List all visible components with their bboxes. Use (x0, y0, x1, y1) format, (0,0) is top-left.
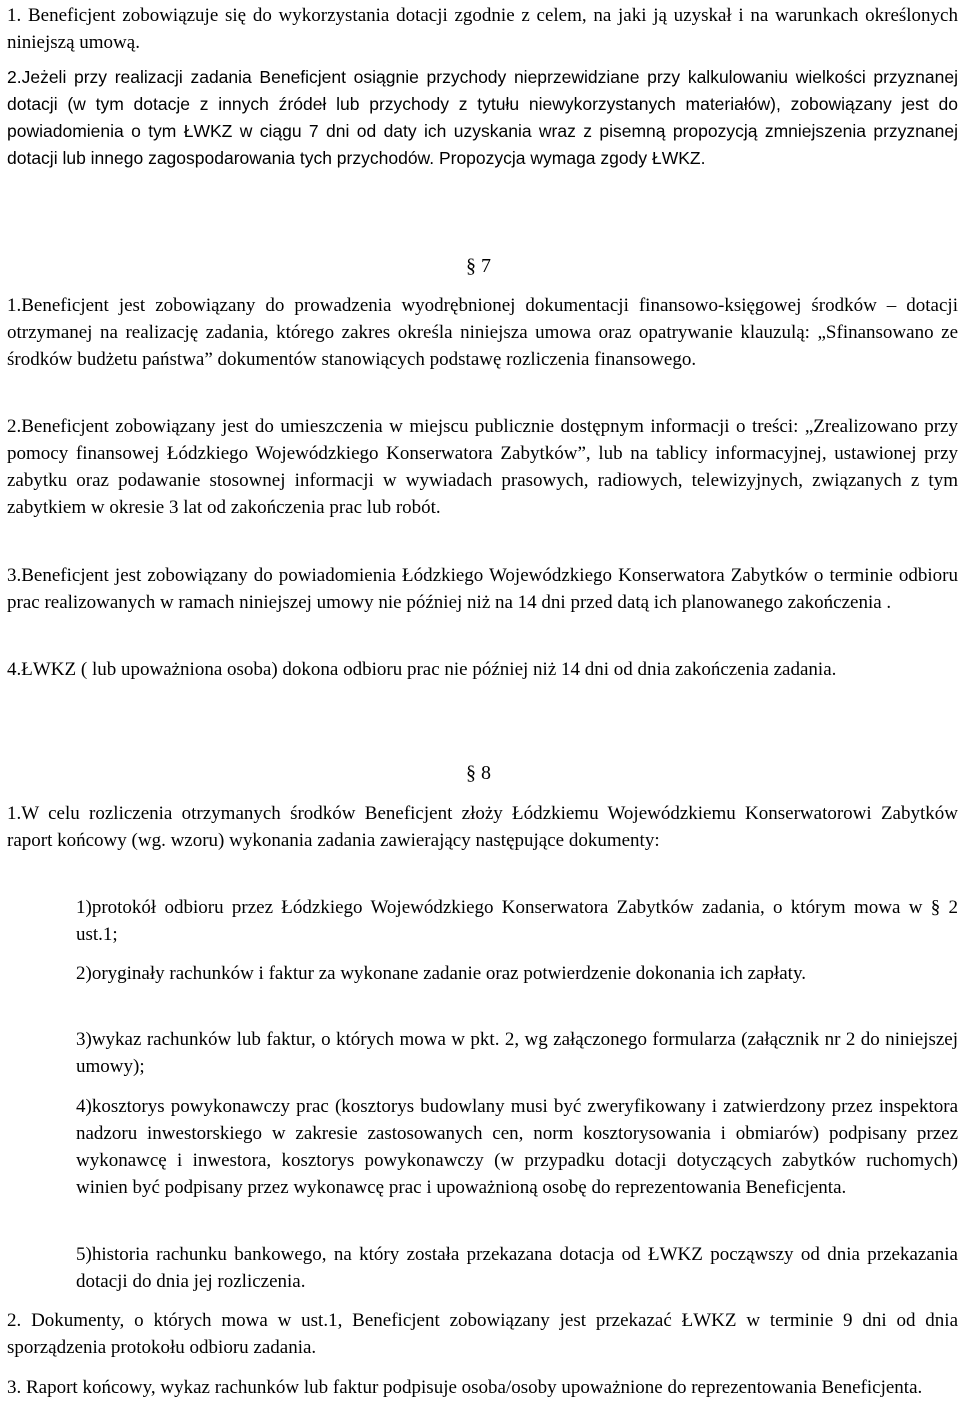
section-7-paragraph-3: 3.Beneficjent jest zobowiązany do powiadomienia Łódzkiego Wojewódzkiego Konserwatora Zabytków o terminie odbioru prac realizowanych w ramach niniejszej umowy nie później niż na 14 dni przed datą ich planowanego zakończenia . (7, 565, 958, 613)
section-8-paragraph-1: 1.W celu rozliczenia otrzymanych środków Beneficjent złoży Łódzkiemu Wojewódzkiemu Konserwatorowi Zabytków raport końcowy (wg. wzoru) wykonania zadania zawierający następujące dokumenty: (7, 803, 958, 851)
section-8-item-3: 3)wykaz rachunków lub faktur, o których mowa w pkt. 2, wg załączonego formularza (załącznik nr 2 do niniejszej umowy); (76, 1029, 958, 1077)
section-8-item-2: 2)oryginały rachunków i faktur za wykonane zadanie oraz potwierdzenie dokonania ich zapłaty. (76, 963, 806, 984)
section-7-heading: § 7 (466, 255, 491, 277)
section-7-paragraph-4: 4.ŁWKZ ( lub upoważniona osoba) dokona odbioru prac nie później niż 14 dni od dnia zakończenia zadania. (7, 659, 837, 680)
section-7-paragraph-1: 1.Beneficjent jest zobowiązany do prowadzenia wyodrębnionej dokumentacji finansowo-księgowej środków – dotacji otrzymanej na realizację zadania, którego zakres określa niniejsza umowa oraz opatrywanie klauzulą: „Sfinansowano ze środków budżetu państwa” dokumentów stanowiących podstawę rozliczenia finansowego. (7, 295, 958, 370)
section-7-paragraph-2: 2.Beneficjent zobowiązany jest do umieszczenia w miejscu publicznie dostępnym informacji o treści: „Zrealizowano przy pomocy finansowej Łódzkiego Wojewódzkiego Konserwatora Zabytków”, lub na tablicy informacyjnej, ustawionej przy zabytku oraz podawanie stosownej informacji w wywiadach prasowych, radiowych, telewizyjnych, związanych z tym zabytkiem w okresie 3 lat od zakończenia prac lub robót. (7, 416, 958, 518)
paragraph-top-1: 1. Beneficjent zobowiązuje się do wykorzystania dotacji zgodnie z celem, na jaki ją uzyskał i na warunkach określonych niniejszą umową. (7, 5, 958, 53)
paragraph-top-2: 2.Jeżeli przy realizacji zadania Beneficjent osiągnie przychody nieprzewidziane przy kalkulowaniu wielkości przyznanej dotacji (w tym dotacje z innych źródeł lub przychody z tytułu niewykorzystanych materiałów), zobowiązany jest do powiadomienia o tym ŁWKZ w ciągu 7 dni od daty ich uzyskania wraz z pisemną propozycją zmniejszenia przyznanej dotacji lub innego zagospodarowania tych przychodów. Propozycja wymaga zgody ŁWKZ. (7, 67, 958, 168)
section-8-item-4: 4)kosztorys powykonawczy prac (kosztorys budowlany musi być zweryfikowany i zatwierdzony przez inspektora nadzoru inwestorskiego w zakresie zastosowanych cen, norm kosztorysowania i obmiarów) podpisany przez wykonawcę i inwestora, kosztorys powykonawczy (w przypadku dotacji dotyczących zabytków ruchomych) winien być podpisany przez wykonawcę prac i upoważnioną osobę do reprezentowania Beneficjenta. (76, 1096, 958, 1198)
section-8-heading: § 8 (466, 762, 491, 784)
section-8-item-1: 1)protokół odbioru przez Łódzkiego Wojewódzkiego Konserwatora Zabytków zadania, o którym mowa w § 2 ust.1; (76, 897, 958, 945)
section-8-item-5: 5)historia rachunku bankowego, na który została przekazana dotacja od ŁWKZ począwszy od dnia przekazania dotacji do dnia jej rozliczenia. (76, 1244, 958, 1292)
section-8-paragraph-3: 3. Raport końcowy, wykaz rachunków lub faktur podpisuje osoba/osoby upoważnione do reprezentowania Beneficjenta. (7, 1377, 923, 1398)
section-8-paragraph-2: 2. Dokumenty, o których mowa w ust.1, Beneficjent zobowiązany jest przekazać ŁWKZ w terminie 9 dni od dnia sporządzenia protokołu odbioru zadania. (7, 1310, 958, 1358)
